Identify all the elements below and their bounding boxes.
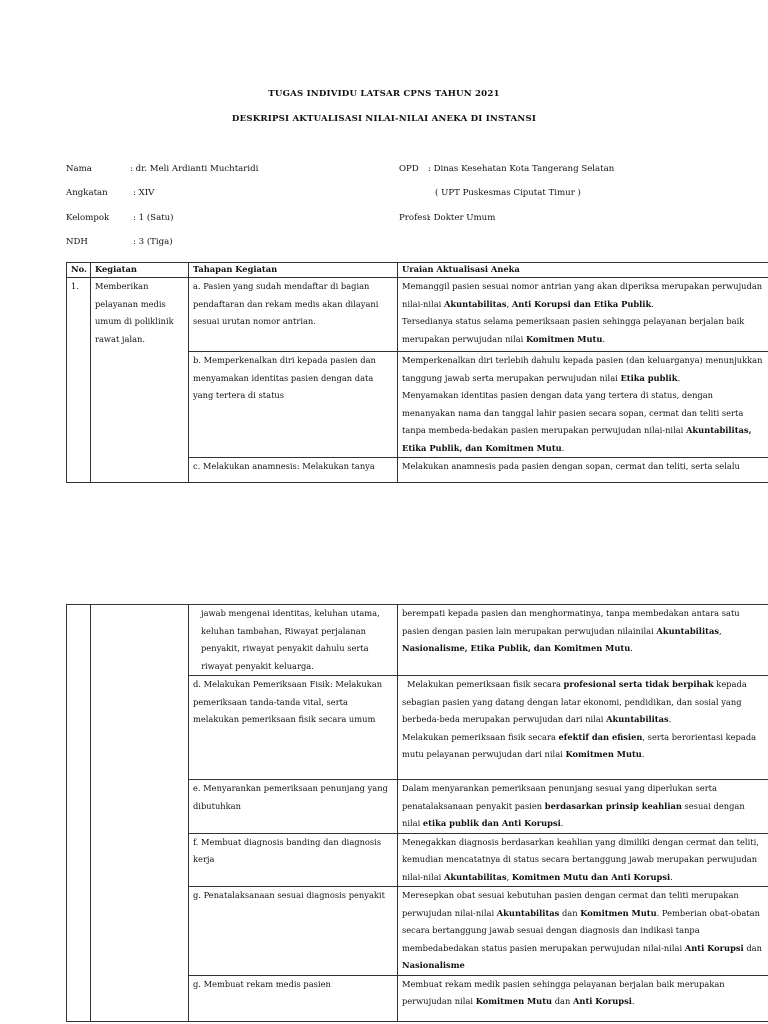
table-row (67, 605, 768, 676)
tahapan-c-cont: jawab mengenai identitas, keluhan utama, keluhan tambahan, Riwayat perjalanan penyakit, riwayat penyakit dahulu serta riwayat penyakit keluarga. (189, 605, 398, 676)
uraian-g2: Membuat rekam medik pasien sehingga pelayanan berjalan baik merupakan perwujudan nilai Komitmen Mutu dan Anti Korupsi. (398, 975, 768, 1021)
tahapan-a: a. Pasien yang sudah mendaftar di bagian pendaftaran dan rekam medis akan dilayani sesuai urutan nomor antrian. (189, 278, 398, 352)
aktualisasi-table-page2 (66, 604, 768, 1022)
opd-sub-value: ( UPT Puskesmas Ciputat Timur ) (435, 188, 581, 198)
uraian-b: Memperkenalkan diri terlebih dahulu kepada pasien (dan keluarganya) menunjukkan tanggung jawab serta merupakan perwujudan nilai Etika publik. Menyamakan identitas pasien dengan data yang tertera di status, dengan menanyakan nama dan tanggal lahir pasien secara sopan, cermat dan teliti serta tanpa membeda-bedakan pasien merupakan perwujudan nilai-nilai Akuntabilitas, Etika Publik, dan Komitmen Mutu. (398, 352, 768, 458)
tahapan-g2: g. Membuat rekam medis pasien (189, 975, 398, 1021)
header-tahapan: Tahapan Kegiatan (189, 263, 398, 278)
opd-value: : Dinas Kesehatan Kota Tangerang Selatan (428, 164, 615, 174)
uraian-c-start: Melakukan anamnesis pada pasien dengan sopan, cermat dan teliti, serta selalu (398, 458, 768, 483)
tahapan-g1: g. Penatalaksanaan sesuai diagnosis penyakit (189, 887, 398, 976)
profesi-label: Profesi (399, 213, 430, 223)
table-header-row (67, 263, 768, 278)
nama-value: : dr. Meli Ardianti Muchtaridi (130, 164, 259, 174)
tahapan-b: b. Memperkenalkan diri kepada pasien dan menyamakan identitas pasien dengan data yang tertera di status (189, 352, 398, 458)
tahapan-c-start: c. Melakukan anamnesis: Melakukan tanya (189, 458, 398, 483)
ndh-label: NDH (66, 237, 88, 247)
uraian-d: Melakukan pemeriksaan fisik secara profesional serta tidak berpihak kepada sebagian pasien yang datang dengan latar ekonomi, pendidikan, dan sosial yang berbeda-beda merupakan perwujudan dari nilai Akuntabilitas. Melakukan pemeriksaan fisik secara efektif dan efisien, serta berorientasi kepada mutu pelayanan perwujudan dari nilai Komitmen Mutu. (398, 676, 768, 780)
uraian-a: Memanggil pasien sesuai nomor antrian yang akan diperiksa merupakan perwujudan nilai-nilai Akuntabilitas, Anti Korupsi dan Etika Publik. Tersedianya status selama pemeriksaan pasien sehingga pelayanan berjalan baik merupakan perwujudan nilai Komitmen Mutu. (398, 278, 768, 352)
angkatan-label: Angkatan (66, 188, 108, 198)
tahapan-f: f. Membuat diagnosis banding dan diagnosis kerja (189, 833, 398, 887)
uraian-e: Dalam menyarankan pemeriksaan penunjang sesuai yang diperlukan serta penatalaksanaan penyakit pasien berdasarkan prinsip keahlian sesuai dengan nilai etika publik dan Anti Korupsi. (398, 780, 768, 834)
ndh-value: : 3 (Tiga) (133, 237, 173, 247)
kelompok-value: : 1 (Satu) (133, 213, 174, 223)
page-subtitle: DESKRIPSI AKTUALISASI NILAI-NILAI ANEKA DI INSTANSI (231, 114, 537, 124)
tahapan-d: d. Melakukan Pemeriksaan Fisik: Melakukan pemeriksaan tanda-tanda vital, serta melakukan pemeriksaan fisik secara umum (189, 676, 398, 780)
nama-label: Nama (66, 164, 92, 174)
uraian-g1: Meresepkan obat sesuai kebutuhan pasien dengan cermat dan teliti merupakan perwujudan nilai-nilai Akuntabilitas dan Komitmen Mutu. Pemberian obat-obatan secara bertanggung jawab sesuai dengan diagnosis dan indikasi tanpa membedabedakan status pasien merupakan perwujudan nilai-nilai Anti Korupsi dan Nasionalisme (398, 887, 768, 976)
uraian-c-cont: berempati kepada pasien dan menghormatinya, tanpa membedakan antara satu pasien dengan pasien lain merupakan perwujudan nilainilai Akuntabilitas, Nasionalisme, Etika Publik, dan Komitmen Mutu. (398, 605, 768, 676)
table-row (67, 278, 768, 352)
kegiatan-cell: Memberikan pelayanan medis umum di poliklinik rawat jalan. (91, 278, 189, 483)
page-title: TUGAS INDIVIDU LATSAR CPNS TAHUN 2021 (268, 89, 500, 99)
row-number: 1. (67, 278, 91, 483)
kegiatan-cell-cont (91, 605, 189, 1022)
kelompok-label: Kelompok (66, 213, 110, 223)
uraian-f: Menegakkan diagnosis berdasarkan keahlian yang dimiliki dengan cermat dan teliti, kemudian mencatatnya di status secara bertanggung jawab merupakan perwujudan nilai-nilai Akuntabilitas, Komitmen Mutu dan Anti Korupsi. (398, 833, 768, 887)
row-number-cont (67, 605, 91, 1022)
header-no: No. (67, 263, 91, 278)
aktualisasi-table-page1 (66, 262, 768, 483)
tahapan-e: e. Menyarankan pemeriksaan penunjang yang dibutuhkan (189, 780, 398, 834)
angkatan-value: : XIV (133, 188, 155, 198)
header-kegiatan: Kegiatan (91, 263, 189, 278)
header-uraian: Uraian Aktualisasi Aneka (398, 263, 768, 278)
profesi-value: : Dokter Umum (428, 213, 496, 223)
opd-label: OPD (399, 164, 419, 174)
